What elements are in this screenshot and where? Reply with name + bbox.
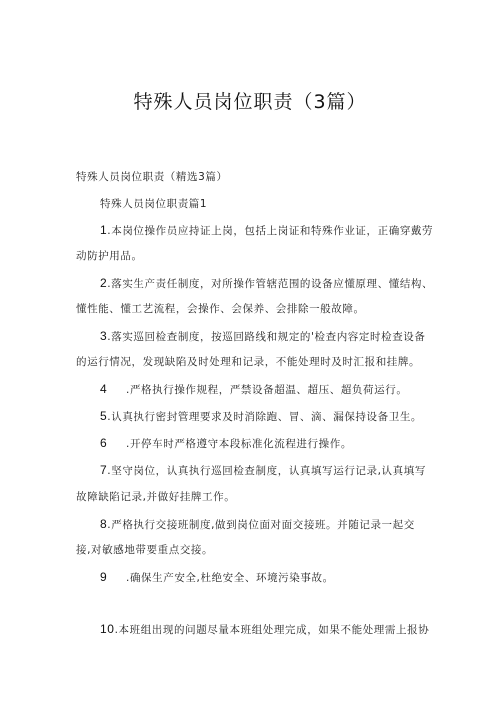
item-number: 8: [100, 517, 108, 531]
list-item-9: [100, 570, 334, 585]
item-text: .严格执行交接班制度,做到岗位面对面交接班。并随记录一起交: [107, 519, 415, 531]
item-number: 3: [100, 329, 108, 343]
item-number: 9: [100, 570, 108, 584]
list-item-3: [100, 329, 426, 344]
list-item-1: [100, 223, 433, 238]
item-number: 2: [100, 276, 108, 290]
item-text: .认真执行密封管理要求及时消除跑、冒、滴、漏保持设备卫生。: [107, 411, 423, 423]
item-text: .本岗位操作员应持证上岗，包括上岗证和特殊作业证，正确穿戴劳: [107, 225, 434, 237]
item-text: .坚守岗位，认真执行巡回检查制度，认真填写运行记录,认真填写: [107, 465, 426, 477]
item-text: .落实巡回检查制度，按巡回路线和规定的'检查内容定时检查设备: [107, 331, 426, 343]
item-number: 6: [100, 436, 108, 450]
document-title: 特殊人员岗位职责（3篇）: [133, 91, 367, 113]
list-item-2: [100, 276, 433, 291]
list-item-4: [100, 382, 407, 397]
list-item-5: [100, 409, 422, 424]
item-text: .落实生产责任制度，对所操作管辖范围的设备应懂原理、懂结构、: [107, 278, 434, 290]
item-number: 5: [100, 409, 108, 423]
list-item-8-cont: 接,对敏感地带要重点交接。: [76, 544, 214, 556]
list-item-7: [100, 463, 426, 478]
list-item-8: [100, 517, 415, 532]
item-text: .开停车时严格遵守本段标准化流程进行操作。: [126, 438, 352, 450]
list-item-1-cont: 动防护用品。: [76, 250, 143, 262]
section-heading: 特殊人员岗位职责篇1: [100, 198, 208, 210]
document-subtitle: 特殊人员岗位职责（精选3篇）: [76, 171, 228, 183]
list-item-6: [100, 436, 352, 451]
list-item-7-cont: 故障缺陷记录,并做好挂牌工作。: [76, 491, 236, 503]
item-text: .本班组出现的问题尽量本班组处理完成，如果不能处理需上报协: [114, 624, 430, 636]
item-number: 7: [100, 463, 108, 477]
item-text: .严格执行操作规程，严禁设备超温、超压、超负荷运行。: [126, 384, 408, 396]
item-text: .确保生产安全,杜绝安全、环境污染事故。: [126, 572, 334, 584]
item-number: 10: [100, 622, 115, 636]
list-item-2-cont: 懂性能、懂工艺流程，会操作、会保养、会排除一般故障。: [76, 303, 365, 315]
item-number: 1: [100, 223, 108, 237]
list-item-3-cont: 的运行情况，发现缺陷及时处理和记录，不能处理时及时汇报和挂牌。: [76, 356, 421, 368]
item-number: 4: [100, 382, 108, 396]
list-item-10: [100, 622, 429, 637]
